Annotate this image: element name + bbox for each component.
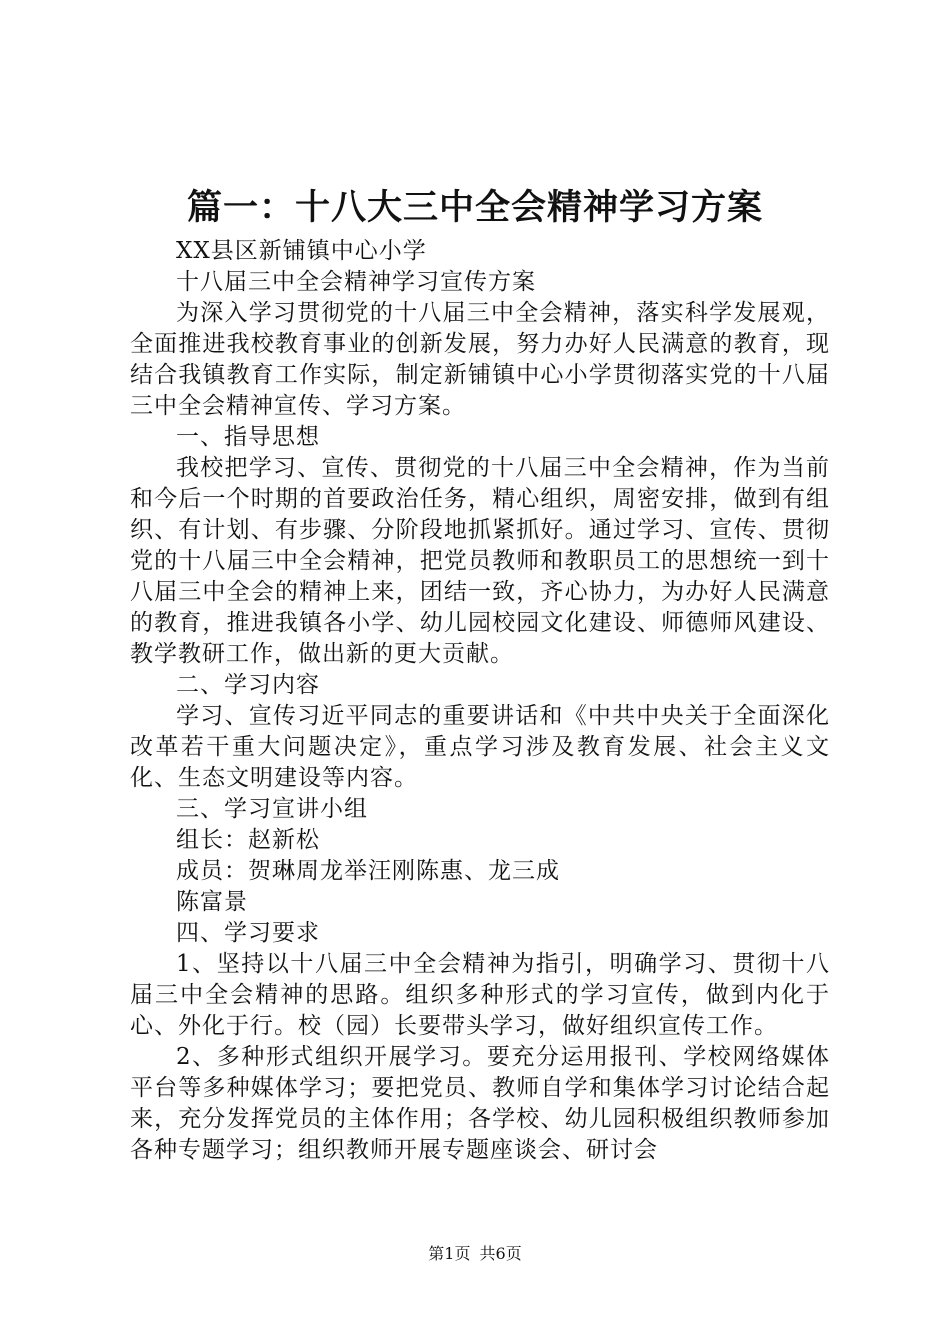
paragraph-group-members: 成员：贺琳周龙举汪刚陈惠、龙三成	[176, 858, 560, 884]
page-footer	[0, 1244, 950, 1264]
page-title: 篇一：十八大三中全会精神学习方案	[186, 187, 763, 228]
section-heading-requirements: 四、学习要求	[176, 920, 320, 946]
paragraph-school-name: XX县区新铺镇中心小学	[176, 238, 427, 264]
paragraph-intro: 为深入学习贯彻党的十八届三中全会精神，落实科学发展观，全面推进我校教育事业的创新发展，努力办好人民满意的教育，现结合我镇教育工作实际，制定新铺镇中心小学贯彻落实党的十八届三中全会精神宣传、学习方案。	[130, 300, 830, 419]
paragraph-guiding-thought: 我校把学习、宣传、贯彻党的十八届三中全会精神，作为当前和今后一个时期的首要政治任务，精心组织，周密安排，做到有组织、有计划、有步骤、分阶段地抓紧抓好。通过学习、宣传、贯彻党的十八届三中全会精神，把党员教师和教职员工的思想统一到十八届三中全会的精神上来，团结一致，齐心协力，为办好人民满意的教育，推进我镇各小学、幼儿园校园文化建设、师德师风建设、教学教研工作，做出新的更大贡献。	[130, 455, 830, 667]
paragraph-requirement-2: 2、多种形式组织开展学习。要充分运用报刊、学校网络媒体平台等多种媒体学习；要把党员、教师自学和集体学习讨论结合起来，充分发挥党员的主体作用；各学校、幼儿园积极组织教师参加各种专题学习；组织教师开展专题座谈会、研讨会	[130, 1044, 830, 1163]
paragraph-requirement-1: 1、坚持以十八届三中全会精神为指引，明确学习、贯彻十八届三中全会精神的思路。组织多种形式的学习宣传，做到内化于心、外化于行。校（园）长要带头学习，做好组织宣传工作。	[130, 951, 830, 1039]
paragraph-group-leader: 组长：赵新松	[176, 827, 320, 853]
paragraph-group-members-extra: 陈富景	[176, 889, 248, 915]
document-body	[130, 236, 830, 1166]
page-total: 共6页	[479, 1244, 522, 1263]
section-heading-group: 三、学习宣讲小组	[176, 796, 368, 822]
page-number: 第1页	[428, 1244, 471, 1263]
section-heading-content: 二、学习内容	[176, 672, 320, 698]
section-heading-guiding-thought: 一、指导思想	[176, 424, 320, 450]
paragraph-plan-name: 十八届三中全会精神学习宣传方案	[176, 269, 536, 295]
paragraph-content: 学习、宣传习近平同志的重要讲话和《中共中央关于全面深化改革若干重大问题决定》，重点学习涉及教育发展、社会主义文化、生态文明建设等内容。	[130, 703, 830, 791]
